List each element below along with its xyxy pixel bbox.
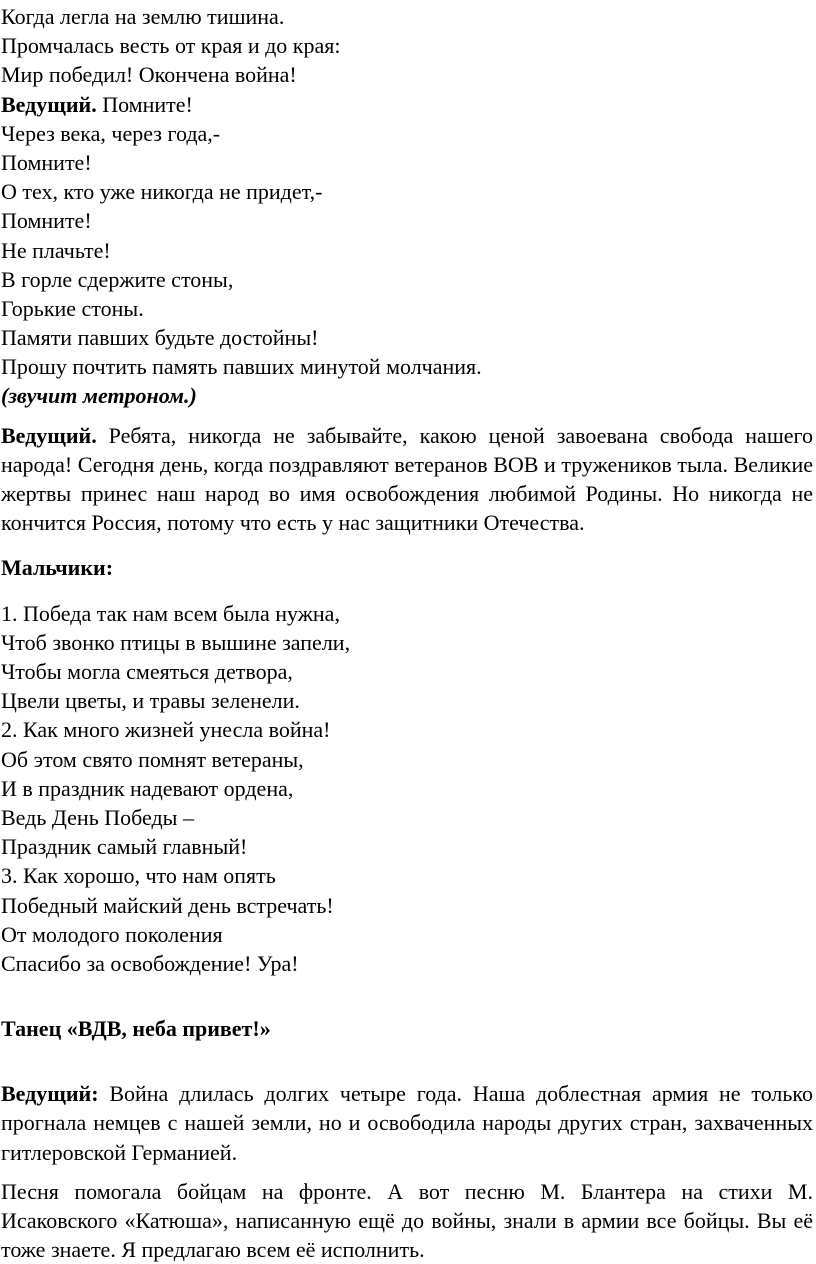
text-line: Ведь День Победы – (1, 804, 194, 830)
host-paragraph (1, 1079, 813, 1167)
text-line: И в праздник надевают ордена, (1, 775, 294, 801)
text-line: Спасибо за освобождение! Ура! (1, 950, 299, 976)
text-line: Прошу почтить память павших минутой молчания. (1, 354, 482, 380)
text-line: Памяти павших будьте достойны! (1, 325, 319, 351)
text-line: Чтоб звонко птицы в вышине запели, (1, 629, 351, 655)
text-line: Не плачьте! (1, 237, 111, 263)
intro-stanza (1, 2, 816, 90)
song-paragraph: Песня помогала бойцам на фронте. А вот песню М. Блантера на стихи М. Исаковского «Катюша», написанную ещё до войны, знали в армии все бойцы. Вы её тоже знаете. Я предлагаю всем её исполнить. (1, 1178, 813, 1263)
boys-poem (1, 599, 816, 978)
speaker-label: Ведущий: (1, 1081, 99, 1107)
text-line: Когда легла на землю тишина. (1, 4, 285, 29)
text-line: От молодого поколения (1, 921, 223, 947)
host-remember-line (1, 90, 816, 119)
text-line: Промчалась весть от края и до края: (1, 33, 341, 59)
host-paragraph (1, 421, 813, 538)
text-line: 2. Как много жизней унесла война! (1, 717, 331, 743)
text-line: Горькие стоны. (1, 295, 144, 321)
boys-heading: Мальчики: (1, 555, 114, 581)
text-line: Через века, через года,- (1, 120, 221, 146)
speaker-text: Помните! (96, 91, 193, 117)
speaker-text: Ребята, никогда не забывайте, какою ценой завоевана свобода нашего народа! Сегодня день, когда поздравляют ветеранов ВОВ и тружеников тыла. Великие жертвы принес наш народ во имя освобождения любимой Родины. Но никогда не кончится Россия, потому что есть у нас защитники Отечества. (1, 422, 813, 536)
text-line: 1. Победа так нам всем была нужна, (1, 600, 340, 626)
text-line: Об этом свято помнят ветераны, (1, 746, 304, 772)
text-line: 3. Как хорошо, что нам опять (1, 863, 276, 889)
speaker-text: Война длилась долгих четыре года. Наша доблестная армия не только прогнала немцев с нашей земли, но и освободила народы других стран, захваченных гитлеровской Германией. (1, 1081, 813, 1165)
text-line: Помните! (1, 208, 92, 234)
speaker-label: Ведущий. (1, 422, 97, 448)
text-line: Чтобы могла смеяться детвора, (1, 659, 293, 684)
text-line: Мир победил! Окончена война! (1, 62, 297, 88)
text-line: Победный майский день встречать! (1, 892, 334, 918)
text-line: Праздник самый главный! (1, 834, 248, 860)
text-line: Помните! (1, 149, 92, 175)
dance-heading: Танец «ВДВ, неба привет!» (1, 1016, 271, 1042)
remember-poem (1, 119, 816, 382)
text-line: О тех, кто уже никогда не придет,- (1, 179, 323, 205)
text-line: Цвели цветы, и травы зеленели. (1, 688, 300, 714)
text-line: В горле сдержите стоны, (1, 266, 234, 292)
stage-direction: (звучит метроном.) (1, 383, 197, 409)
speaker-label: Ведущий. (1, 91, 97, 117)
